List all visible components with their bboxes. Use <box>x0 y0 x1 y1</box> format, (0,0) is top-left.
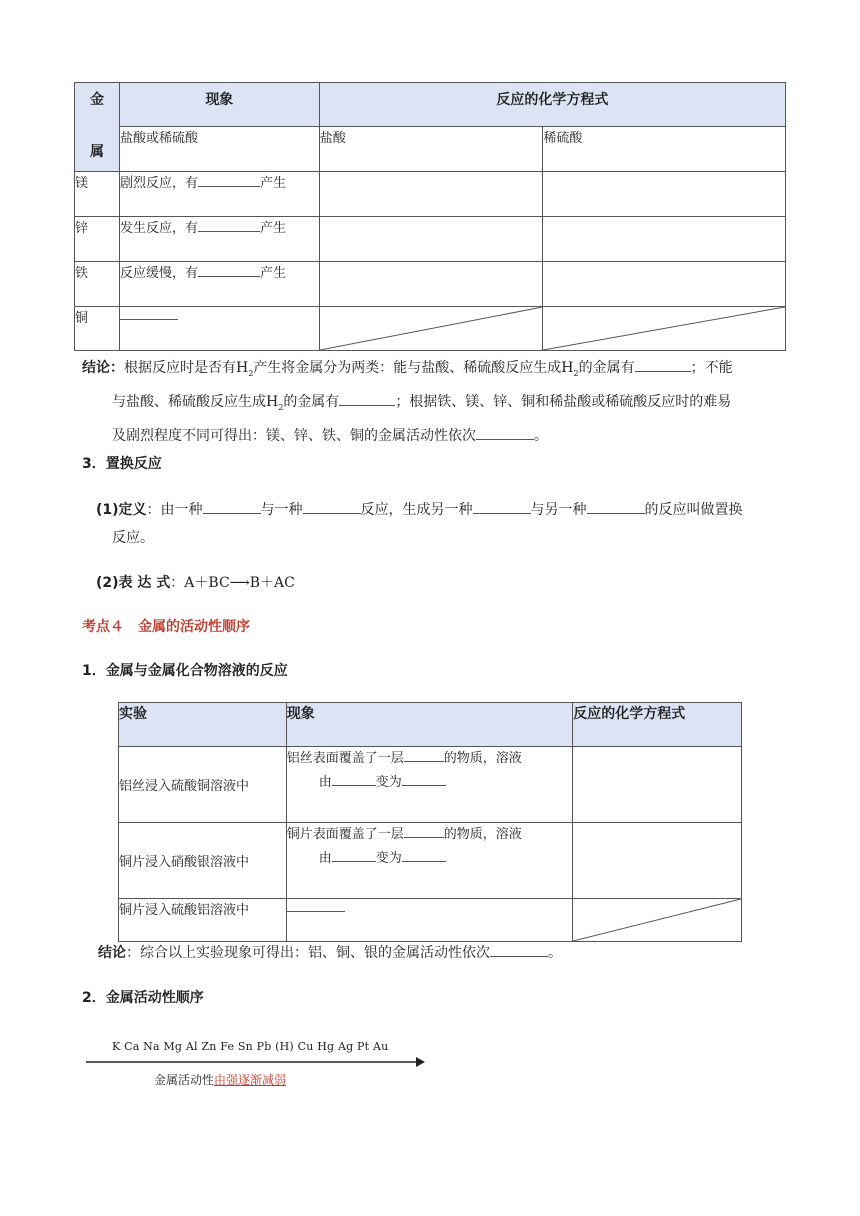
equation-cell <box>543 217 786 262</box>
phenomenon-text: 的物质，溶液 <box>443 751 522 766</box>
conclusion-text: 产生将金属分为两类：能与盐酸、稀硫酸反应生成H <box>253 360 574 376</box>
phenomenon-text: 由 <box>318 775 332 790</box>
fill-blank <box>303 501 361 514</box>
phenomenon-text: 由 <box>318 851 332 866</box>
header-phenomenon: 现象 <box>119 83 319 127</box>
activity-caption <box>154 1071 286 1088</box>
header-equation: 反应的化学方程式 <box>319 83 785 127</box>
experiment-cell: 铝丝浸入硫酸铜溶液中 <box>119 747 287 823</box>
phenomenon-cell <box>286 899 573 942</box>
conclusion-label: 结论： <box>82 360 124 376</box>
caption-text: 金属活动性 <box>154 1073 215 1087</box>
section-2-title: 2．金属活动性顺序 <box>82 990 204 1006</box>
caption-highlight: 由强逐渐减弱 <box>214 1073 287 1087</box>
row-metal-fe: 铁 <box>75 262 120 307</box>
crossed-cell <box>543 307 786 351</box>
phenomenon-text: 变为 <box>375 851 402 866</box>
definition-text: 与一种 <box>260 502 303 518</box>
expression-text: ：A＋BC⟶B＋AC <box>170 575 295 591</box>
fill-blank <box>332 773 376 786</box>
conclusion-text: 根据反应时是否有H <box>124 360 249 376</box>
conclusion-text: 的金属有 <box>283 393 340 410</box>
phenomenon-text: 发生反应，有 <box>119 221 198 236</box>
conclusion-text: 。 <box>534 427 548 444</box>
header-experiment: 实验 <box>119 703 287 747</box>
fill-blank <box>490 944 548 957</box>
header-equation: 反应的化学方程式 <box>573 703 742 747</box>
equation-cell <box>319 217 543 262</box>
expression-label: (2)表 达 式 <box>96 575 171 591</box>
row-metal-zn: 锌 <box>75 217 120 262</box>
phenomenon-text: 产生 <box>259 266 286 281</box>
expression-line <box>96 572 295 592</box>
phenomenon-text: 的物质，溶液 <box>443 827 522 842</box>
row-phenomenon-cu <box>119 307 319 351</box>
metal-solution-table <box>118 702 742 942</box>
conclusion-text: ；不能 <box>690 360 733 376</box>
definition-text: 反应，生成另一种 <box>360 502 473 518</box>
phenomenon-text: 反应缓慢，有 <box>119 266 198 281</box>
equation-cell <box>319 262 543 307</box>
conclusion-label: 结论 <box>98 945 126 961</box>
definition-label: (1)定义 <box>96 502 147 518</box>
conclusion-text: 的金属有 <box>578 360 635 376</box>
definition-text: ：由一种 <box>146 502 203 518</box>
kaodian-4-title: 考点４ 金属的活动性顺序 <box>82 619 250 635</box>
fill-blank <box>404 825 444 838</box>
fill-blank <box>473 501 531 514</box>
fill-blank <box>287 899 345 912</box>
subscript: 2 <box>278 402 284 412</box>
fill-blank <box>404 749 444 762</box>
conclusion-text: 及剧烈程度不同可得出：镁、锌、铁、铜的金属活动性依次 <box>112 427 476 444</box>
experiment-cell: 铜片浸入硫酸铝溶液中 <box>119 899 287 942</box>
crossed-cell <box>319 307 543 351</box>
row-phenomenon-fe <box>119 262 319 307</box>
fill-blank <box>198 174 260 187</box>
conclusion-1 <box>82 354 782 450</box>
row-phenomenon-zn <box>119 217 319 262</box>
crossed-cell <box>573 899 742 942</box>
activity-series: K Ca Na Mg Al Zn Fe Sn Pb (H) Cu Hg Ag Pt Au <box>112 1040 389 1053</box>
conclusion-text: ；根据铁、镁、锌、铜和稀盐酸或稀硫酸反应时的难易 <box>395 393 732 410</box>
equation-cell <box>543 262 786 307</box>
activity-arrow <box>86 1055 426 1069</box>
fill-blank <box>120 307 178 320</box>
header-phenomenon: 现象 <box>286 703 573 747</box>
subheader-hcl: 盐酸 <box>319 127 543 172</box>
fill-blank <box>402 849 446 862</box>
fill-blank <box>339 393 395 406</box>
conclusion-text: 与盐酸、稀硫酸反应生成H <box>112 393 279 410</box>
equation-cell <box>573 747 742 823</box>
experiment-cell: 铜片浸入硝酸银溶液中 <box>119 823 287 899</box>
section-1-title: 1．金属与金属化合物溶液的反应 <box>82 663 288 679</box>
fill-blank <box>332 849 376 862</box>
subheader-acid: 盐酸或稀硫酸 <box>119 127 319 172</box>
definition-text: 反应。 <box>112 530 154 546</box>
fill-blank <box>635 359 691 372</box>
fill-blank <box>402 773 446 786</box>
fill-blank <box>198 219 260 232</box>
definition-text: 与另一种 <box>530 502 587 518</box>
fill-blank <box>476 427 534 440</box>
fill-blank <box>198 264 260 277</box>
subscript: 2 <box>573 368 579 378</box>
fill-blank <box>203 501 261 514</box>
conclusion-2 <box>98 942 562 962</box>
phenomenon-text: 铜片表面覆盖了一层 <box>286 827 404 842</box>
equation-cell <box>319 172 543 217</box>
conclusion-text: 。 <box>548 945 562 961</box>
phenomenon-text: 产生 <box>259 221 286 236</box>
phenomenon-text: 产生 <box>259 176 286 191</box>
row-metal-mg: 镁 <box>75 172 120 217</box>
row-metal-cu: 铜 <box>75 307 120 351</box>
metal-acid-table <box>74 82 786 351</box>
equation-cell <box>573 823 742 899</box>
subscript: 2 <box>248 368 254 378</box>
subheader-h2so4: 稀硫酸 <box>543 127 786 172</box>
phenomenon-cell <box>286 823 573 899</box>
conclusion-text: ：综合以上实验现象可得出：铝、铜、银的金属活动性依次 <box>126 945 490 961</box>
definition-block <box>96 496 786 552</box>
phenomenon-text: 铝丝表面覆盖了一层 <box>286 751 404 766</box>
row-phenomenon-mg <box>119 172 319 217</box>
equation-cell <box>543 172 786 217</box>
definition-text: 的反应叫做置换 <box>644 502 743 518</box>
phenomenon-cell <box>286 747 573 823</box>
phenomenon-text: 变为 <box>375 775 402 790</box>
section-3-title: 3．置换反应 <box>82 456 162 472</box>
header-metal: 金 属 <box>75 83 120 172</box>
phenomenon-text: 剧烈反应，有 <box>119 176 198 191</box>
fill-blank <box>587 501 645 514</box>
